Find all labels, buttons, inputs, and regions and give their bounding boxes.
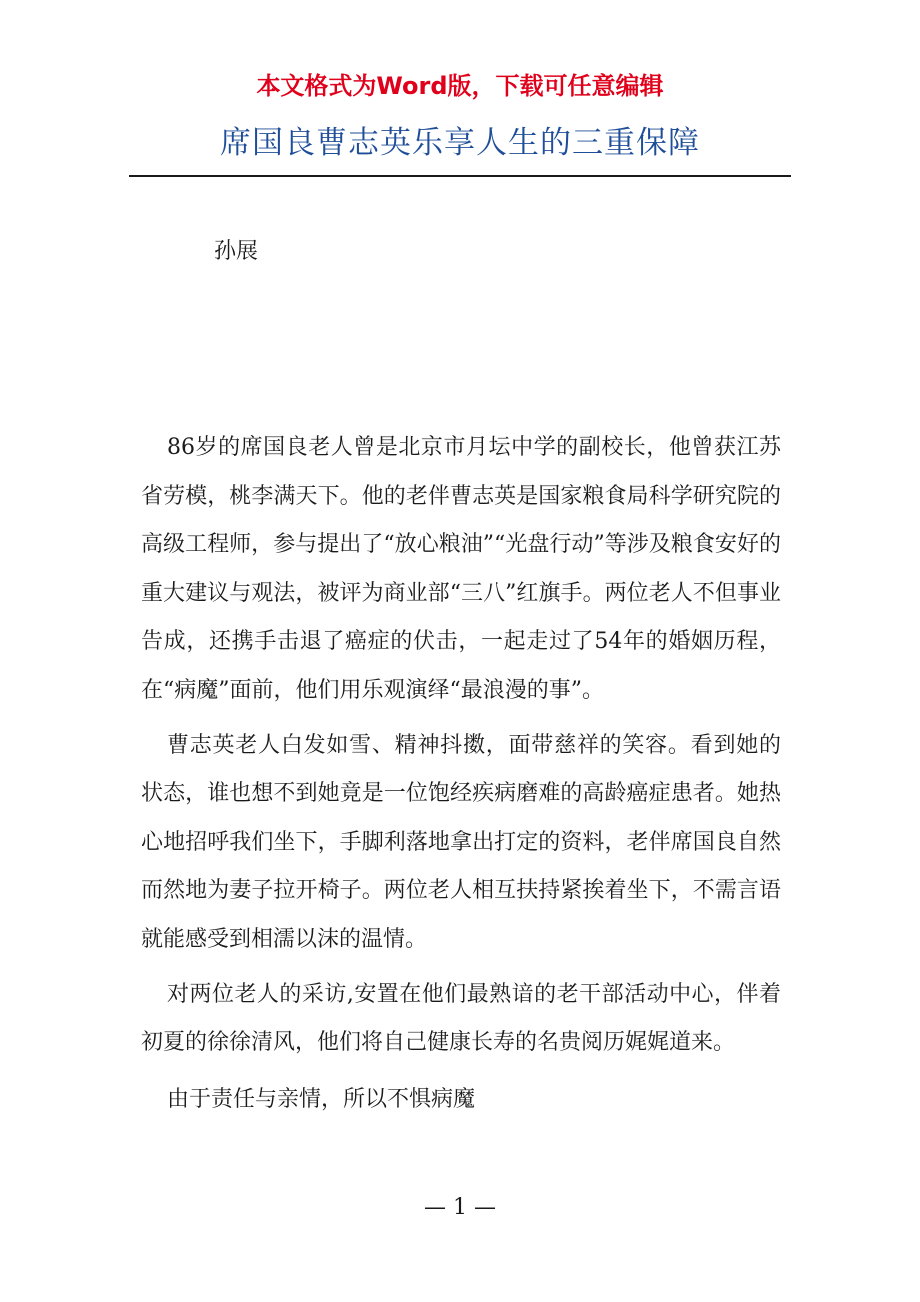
article-title: 席国良曹志英乐享人生的三重保障 <box>220 125 700 161</box>
section-subheading: 由于责任与亲情，所以不惧病魔 <box>167 1086 476 1112</box>
paragraph-1: 86岁的席国良老人曾是北京市月坛中学的副校长，他曾获江苏省劳模，桃李满天下。他的老伴曹志英是国家粮食局科学研究院的高级工程师，参与提出了“放心粮油”“光盘行动”等涉及粮食安好的重大建议与观法，被评为商业部“三八”红旗手。两位老人不但事业告成，还携手击退了癌症的伏击，一起走过了54年的婚姻历程，在“病魔”面前，他们用乐观演绎“最浪漫的事”。 <box>141 435 781 703</box>
author-name: 孙展 <box>214 239 259 264</box>
paragraph-2: 曹志英老人白发如雪、精神抖擞，面带慈祥的笑容。看到她的状态，谁也想不到她竟是一位饱经疾病磨难的高龄癌症患者。她热心地招呼我们坐下，手脚利落地拿出打定的资料，老伴席国良自然而然地为妻子拉开椅子。两位老人相互扶持紧挨着坐下，不需言语就能感受到相濡以沫的温情。 <box>141 732 781 952</box>
title-divider <box>129 175 791 177</box>
page-number: — 1 — <box>424 1195 496 1220</box>
paragraph-3: 对两位老人的采访,安置在他们最熟谙的老干部活动中心，伴着初夏的徐徐清风，他们将自己健康长寿的名贵阅历娓娓道来。 <box>141 981 781 1056</box>
article-body <box>141 424 781 1124</box>
format-notice-banner: 本文格式为Word版，下载可任意编辑 <box>256 72 664 100</box>
